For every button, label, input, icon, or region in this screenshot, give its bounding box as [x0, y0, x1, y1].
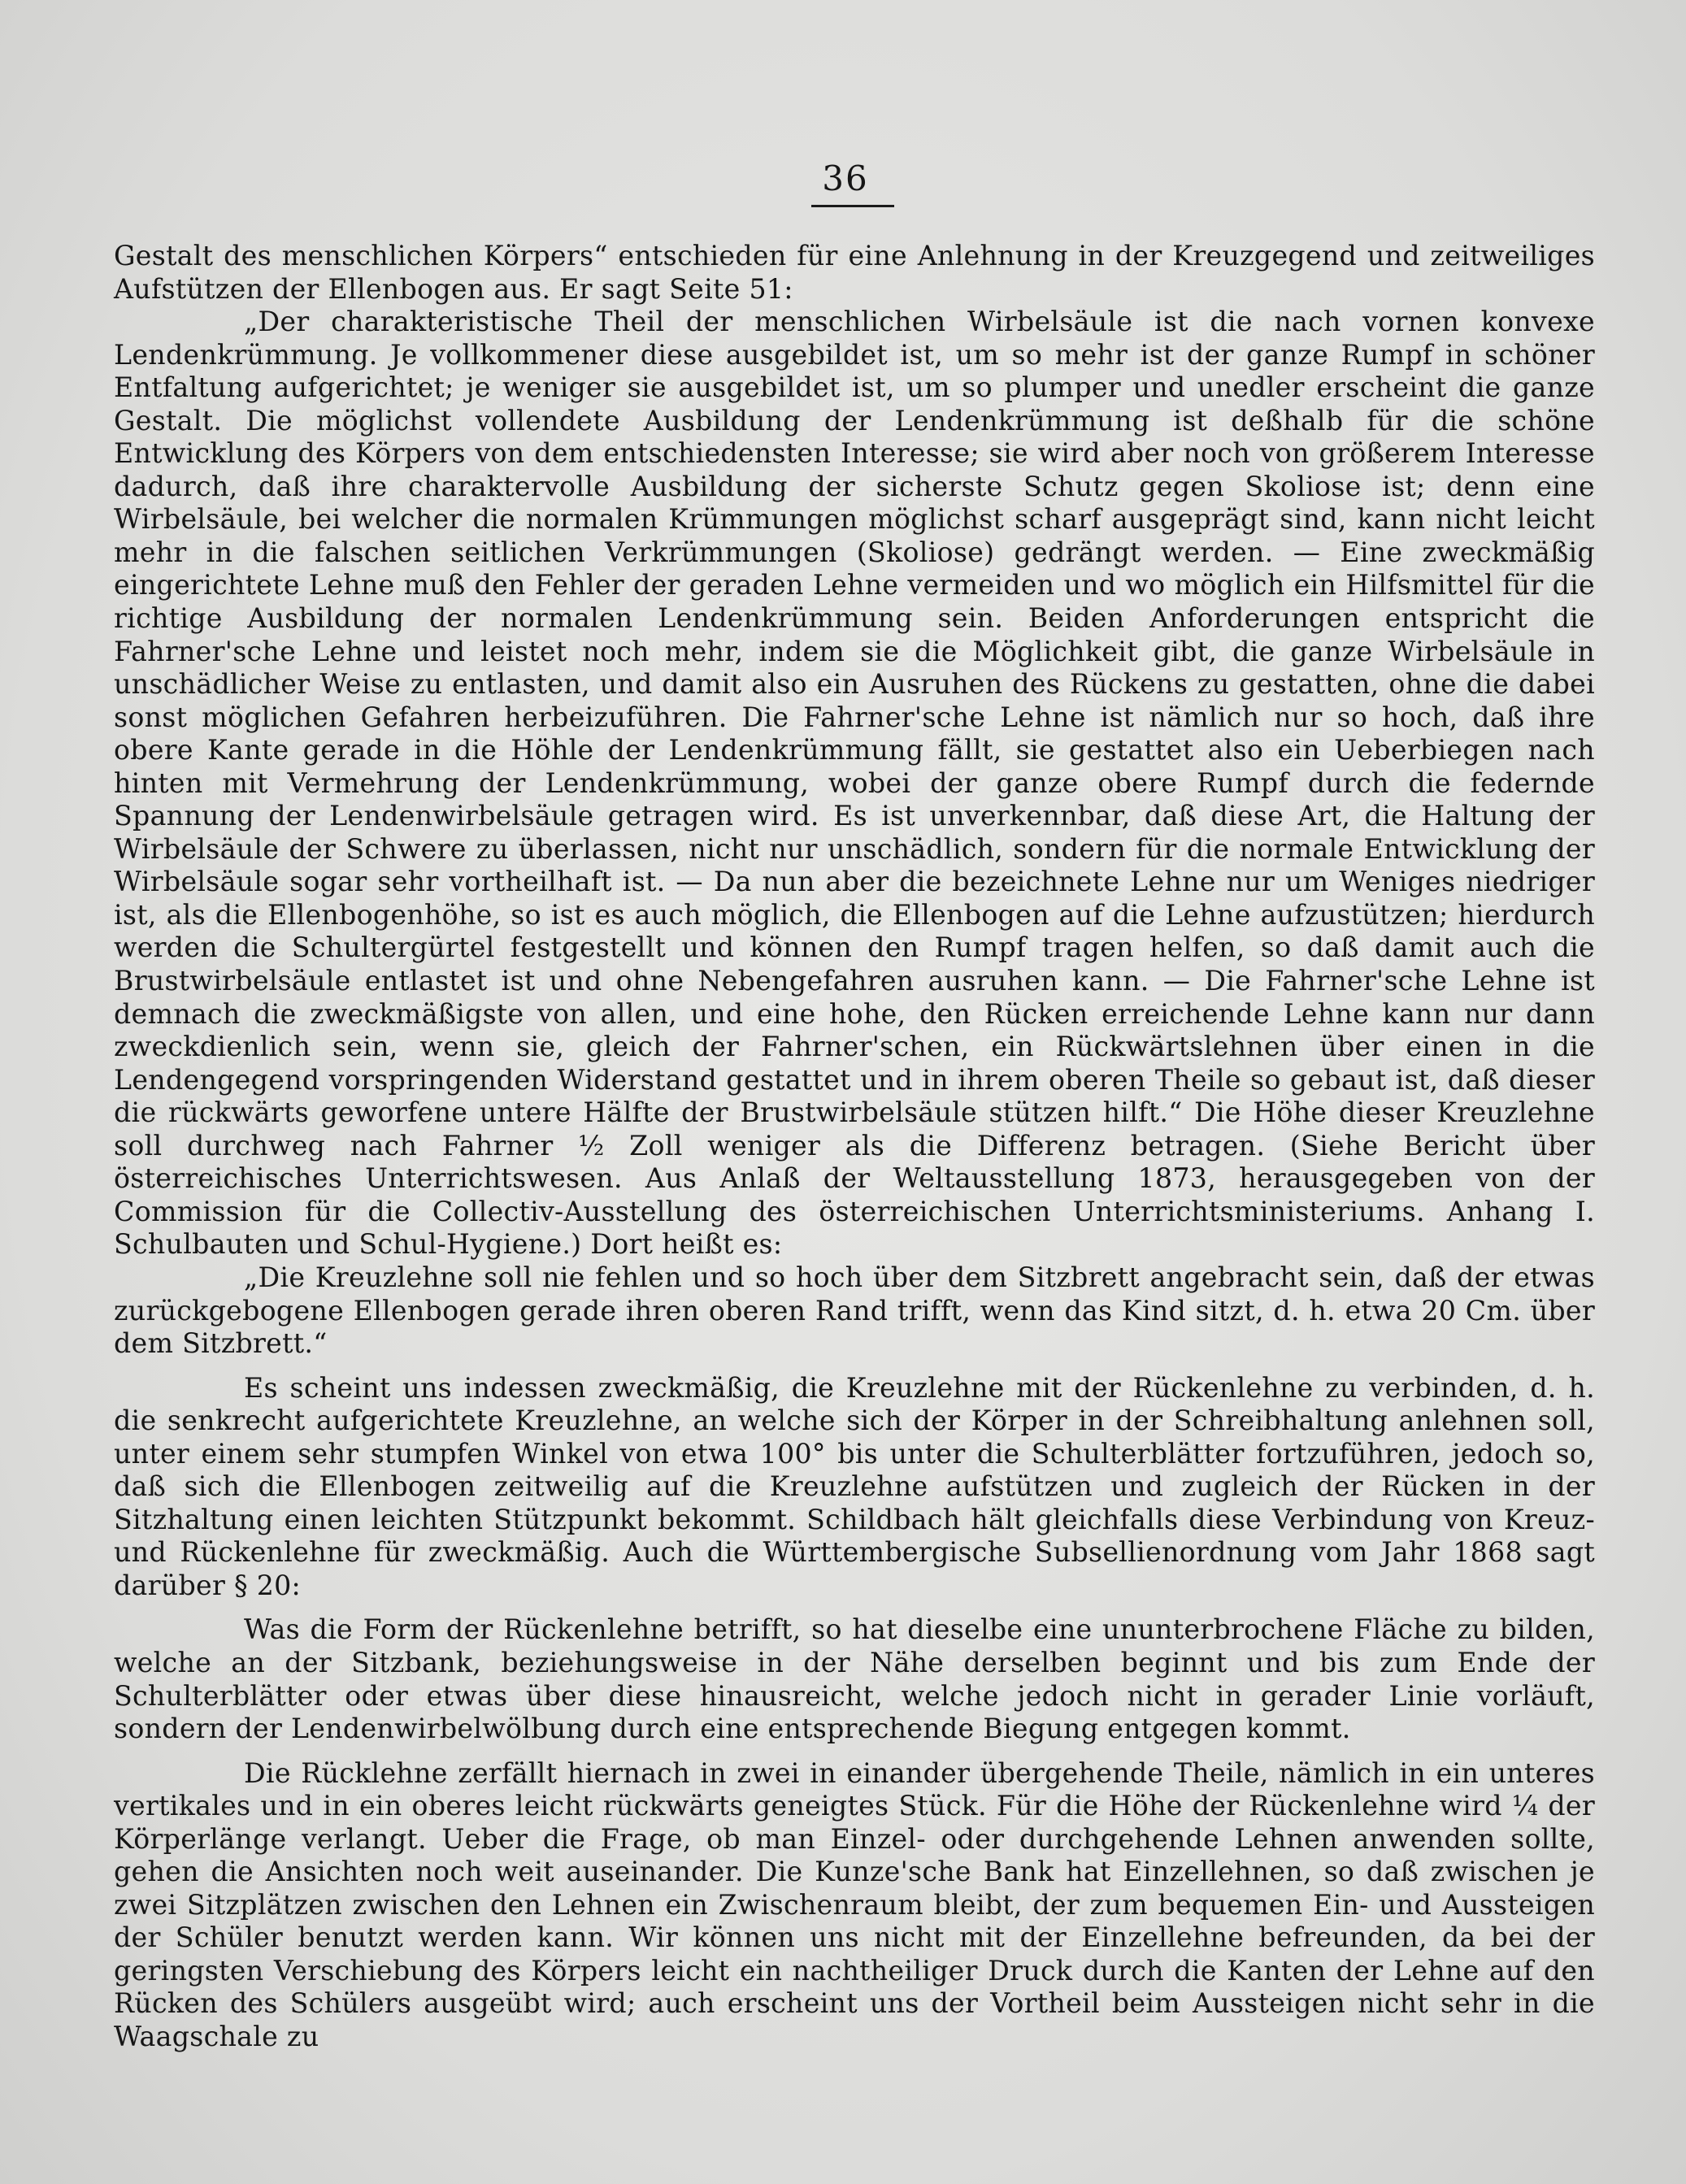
paragraph-3-quote: „Die Kreuzlehne soll nie fehlen und so hoch über dem Sitzbrett angebracht sein, daß der etwas zurückgebogene Ellenbogen gerade ihren oberen Rand trifft, wenn das Kind sitzt, d. h. etwa 20 Cm. über dem Sitzbrett.“	[114, 1261, 1595, 1360]
body-text	[114, 240, 1595, 2054]
paragraph-5: Was die Form der Rückenlehne betrifft, so hat dieselbe eine ununterbrochene Fläche zu bilden, welche an der Sitzbank, beziehungsweise in der Nähe derselben beginnt und bis zum Ende der Schulterblätter oder etwas über diese hinausreicht, welche jedoch nicht in gerader Linie vorläuft, sondern der Lendenwirbelwölbung durch eine entsprechende Biegung entgegen kommt.	[114, 1613, 1595, 1745]
paragraph-2-quote: „Der charakteristische Theil der menschlichen Wirbelsäule ist die nach vornen konvexe Lendenkrümmung. Je vollkommener diese ausgebildet ist, um so mehr ist der ganze Rumpf in schöner Entfaltung aufgerichtet; je weniger sie ausgebildet ist, um so plumper und unedler erscheint die ganze Gestalt. Die möglichst vollendete Ausbildung der Lendenkrümmung ist deßhalb für die schöne Entwicklung des Körpers von dem entschiedensten Interesse; sie wird aber noch von größerem Interesse dadurch, daß ihre charaktervolle Ausbildung der sicherste Schutz gegen Skoliose ist; denn eine Wirbelsäule, bei welcher die normalen Krümmungen möglichst scharf ausgeprägt sind, kann nicht leicht mehr in die falschen seitlichen Verkrümmungen (Skoliose) gedrängt werden. — Eine zweckmäßig eingerichtete Lehne muß den Fehler der geraden Lehne vermeiden und wo möglich ein Hilfsmittel für die richtige Ausbildung der normalen Lendenkrümmung sein. Beiden Anforderungen entspricht die Fahrner'sche Lehne und leistet noch mehr, indem sie die Möglichkeit gibt, die ganze Wirbelsäule in unschädlicher Weise zu entlasten, und damit also ein Ausruhen des Rückens zu gestatten, ohne die dabei sonst möglichen Gefahren herbeizuführen. Die Fahrner'sche Lehne ist nämlich nur so hoch, daß ihre obere Kante gerade in die Höhle der Lendenkrümmung fällt, sie gestattet also ein Ueberbiegen nach hinten mit Vermehrung der Lendenkrümmung, wobei der ganze obere Rumpf durch die federnde Spannung der Lendenwirbelsäule getragen wird. Es ist unverkennbar, daß diese Art, die Haltung der Wirbelsäule der Schwere zu überlassen, nicht nur unschädlich, sondern für die normale Entwicklung der Wirbelsäule sogar sehr vortheilhaft ist. — Da nun aber die bezeichnete Lehne nur um Weniges niedriger ist, als die Ellenbogenhöhe, so ist es auch möglich, die Ellenbogen auf die Lehne aufzustützen; hierdurch werden die Schultergürtel festgestellt und können den Rumpf tragen helfen, so daß damit auch die Brustwirbelsäule entlastet ist und ohne Nebengefahren ausruhen kann. — Die Fahrner'sche Lehne ist demnach die zweckmäßigste von allen, und eine hohe, den Rücken erreichende Lehne kann nur dann zweckdienlich sein, wenn sie, gleich der Fahrner'schen, ein Rückwärtslehnen über einen in die Lendengegend vorspringenden Widerstand gestattet und in ihrem oberen Theile so gebaut ist, daß dieser die rückwärts geworfene untere Hälfte der Brustwirbelsäule stützen hilft.“ Die Höhe dieser Kreuzlehne soll durchweg nach Fahrner ½ Zoll weniger als die Differenz betragen. (Siehe Bericht über österreichisches Unterrichtswesen. Aus Anlaß der Weltausstellung 1873, herausgegeben von der Commission für die Collectiv-Ausstellung des österreichischen Unterrichtsministeriums. Anhang I. Schulbauten und Schul-Hygiene.) Dort heißt es:	[114, 306, 1595, 1261]
paragraph-1: Gestalt des menschlichen Körpers“ entschieden für eine Anlehnung in der Kreuzgegend und zeitweiliges Aufstützen der Ellenbogen aus. Er sagt Seite 51:	[114, 240, 1595, 305]
paragraph-6: Die Rücklehne zerfällt hiernach in zwei in einander übergehende Theile, nämlich in ein unteres vertikales und in ein oberes leicht rückwärts geneigtes Stück. Für die Höhe der Rückenlehne wird ¼ der Körperlänge verlangt. Ueber die Frage, ob man Einzel- oder durchgehende Lehnen anwenden sollte, gehen die Ansichten noch weit auseinander. Die Kunze'sche Bank hat Einzellehnen, so daß zwischen je zwei Sitzplätzen zwischen den Lehnen ein Zwischenraum bleibt, der zum bequemen Ein- und Aussteigen der Schüler benutzt werden kann. Wir können uns nicht mit der Einzellehne befreunden, da bei der geringsten Verschiebung des Körpers leicht ein nachtheiliger Druck durch die Kanten der Lehne auf den Rücken des Schülers ausgeübt wird; auch erscheint uns der Vortheil beim Aussteigen nicht sehr in die Waagschale zu	[114, 1756, 1595, 2052]
page-number-rule	[811, 205, 894, 207]
page-number: 36	[822, 158, 869, 198]
paragraph-4: Es scheint uns indessen zweckmäßig, die Kreuzlehne mit der Rückenlehne zu verbinden, d. h. die senkrecht aufgerichtete Kreuzlehne, an welche sich der Körper in der Schreibhaltung anlehnen soll, unter einem sehr stumpfen Winkel von etwa 100° bis unter die Schulterblätter fortzuführen, jedoch so, daß sich die Ellenbogen zeitweilig auf die Kreuzlehne aufstützen und zugleich der Rücken in der Sitzhaltung einen leichten Stützpunkt bekommt. Schildbach hält gleichfalls diese Verbindung von Kreuz- und Rückenlehne für zweckmäßig. Auch die Württembergische Subsellienordnung vom Jahr 1868 sagt darüber § 20:	[114, 1371, 1595, 1601]
